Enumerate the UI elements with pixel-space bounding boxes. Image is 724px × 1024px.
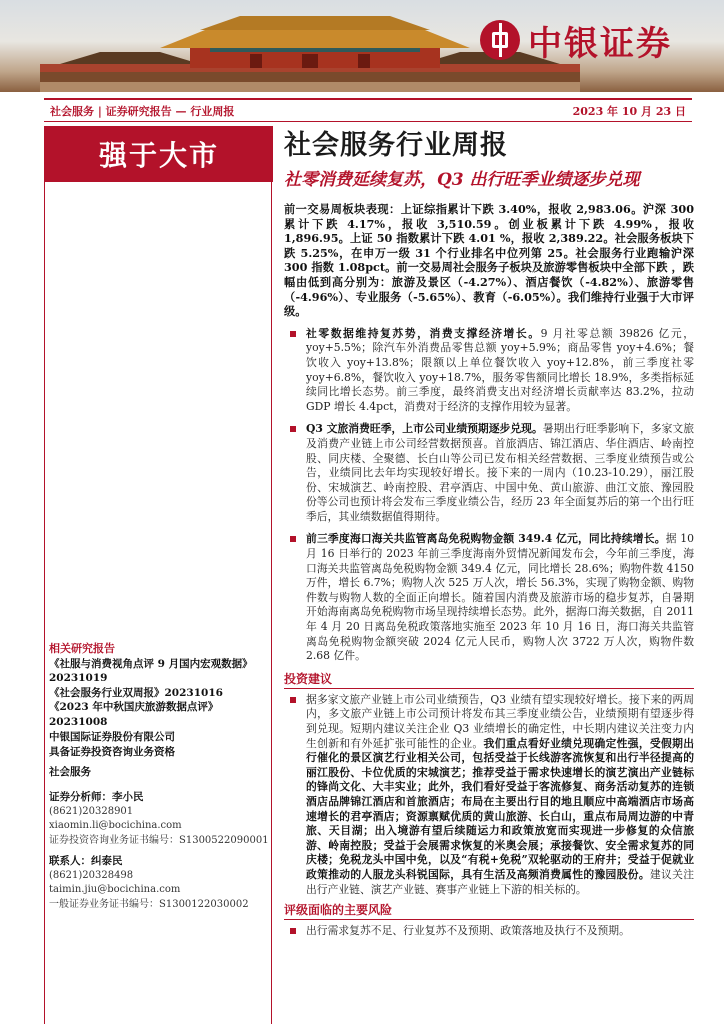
main-content — [284, 126, 694, 939]
header-banner — [0, 0, 724, 92]
analyst-1-email[interactable]: xiaomin.li@bocichina.com — [49, 820, 182, 831]
company-sector: 社会服务 — [49, 766, 91, 778]
analyst-2-name: 联系人：纠泰民 — [49, 855, 123, 867]
bullet-item — [284, 422, 694, 524]
analyst-2 — [49, 854, 271, 912]
analyst-1-cert: 证券投资咨询业务证书编号：S1300522090001 — [49, 834, 269, 846]
invest-item — [284, 693, 694, 897]
invest-text-2: 建议关注出行产业链、演艺产业链、赛事产业链上下游的相关标的。 — [306, 867, 695, 896]
invest-text-bold: 我们重点看好业绩兑现确定性强，受假期出行催化的景区演艺行业相关公司，包括受益于长线游客流恢复和出行半径提高的丽江股份、卡位优质的宋城演艺；推荐受益于需求快速增长的演艺演出产业链标的锋尚文化、大丰实业；此外，我们看好受益于客流修复、商务活动复苏的连锁酒店品牌锦江酒店和首旅酒店；布局在主要出行目的地且顺应中高端酒店市场高速增长的君亭酒店；资源禀赋优质的黄山旅游、长白山，重点布局周边游的中青旅、天目湖；出入境游有望后续随运力和政策放宽而实现进一步修复的众信旅游、岭南控股；受益于会展需求恢复的米奥会展；承接餐饮、安全需求复苏的同庆楼；免税龙头中国中免，以及“有税+免税”双轮驱动的王府井；受益于促就业政策推动的人服龙头科锐国际，具有生活及高频消费属性的豫园股份。 — [306, 736, 695, 881]
related-item[interactable]: 《社服与消费视角点评 9 月国内宏观数据》 20231019 — [49, 657, 253, 684]
rating-badge — [45, 126, 273, 182]
invest-text-1: 据多家文旅产业链上市公司业绩预告，Q3 业绩有望实现较好增长。接下来的两周内，多文旅产业链上市公司预计将发布其三季度业绩公告，业绩预期有望逐步得到兑现。短期内建议关注企业 Q3 业绩增长的确定性，中长期内建议关注变力内生创新和有外延扩张可能性的企业。 — [306, 692, 694, 750]
rating-text: 强于大市 — [98, 139, 219, 172]
weekly-summary: 前一交易周板块表现：上证综指累计下跌 3.40%，报收 2,983.06。沪深 300 累计下跌 4.17%，报收 3,510.59。创业板累计下跌 4.99%，报收 1,896.95。上证 50 指数累计下跌 4.01 %，报收 2,389.22。社会服务板块下跌 5.25%，在申万一级 31 个行业排名中位列第 25。社会服务行业跑输沪深 300 指数 1.08pct。前一交易周社会服务子板块及旅游零售板块中全部下跌 ，跌幅由低到高分别为：旅游及景区（-4.27%）、酒店餐饮（-4.82%）、旅游零售（-4.96%）、专业服务（-5.65%）、教育（-6.05%）。我们维持行业强于大市评级。 — [284, 202, 694, 319]
bullet-item — [284, 532, 694, 663]
invest-title: 投资建议 — [284, 670, 694, 689]
company-info — [49, 730, 271, 780]
report-subtitle: 社零消费延续复苏，Q3 出行旺季业绩逐步兑现 — [284, 170, 640, 190]
bullet-text: 据 10 月 16 日举行的 2023 年前三季度海南外贸情况新闻发布会，今年前三季度，海口海关共监管离岛免税购物金额 349.4 亿元，同比增长 28.6%；购物件数 4150 万件，增长 6.7%；购物人次 525 万人次，增长 56.3%，实现了购物金额、购物件数与购物人数的全面正向增长。随着国内消费及旅游市场的稳步复苏，自暑期开始海南离岛免税购物市场呈现持续增长态势。此外，据海口海关数据，自 2011 年 4 月 20 日离岛免税政策落地实施至 2023 年 10 月 16 日，海口海关共监管离岛免税购物金额突破 2024 亿元人民币，购物人次 3722 万人次，购物件数 2.68 亿件。 — [306, 532, 695, 663]
report-header — [44, 98, 692, 122]
analyst-2-phone: (8621)20328498 — [49, 869, 134, 881]
brand-name: 中银证券 — [528, 23, 672, 64]
bank-logo-icon — [480, 20, 520, 60]
company-qualification: 具备证券投资咨询业务资格 — [49, 745, 175, 758]
risk-text: 出行需求复苏不足、行业复苏不及预期、政策落地及执行不及预期。 — [306, 924, 630, 938]
related-title: 相关研究报告 — [49, 642, 115, 655]
analyst-1 — [49, 790, 271, 848]
bullet-lead: 前三季度海口海关共监管离岛免税购物金额 349.4 亿元，同比持续增长。 — [306, 532, 666, 546]
related-item[interactable]: 《社会服务行业双周报》20231016 — [49, 686, 223, 699]
related-research — [49, 642, 271, 729]
analyst-2-cert: 一般证券业务证书编号：S1300122030002 — [49, 898, 249, 910]
brand-logo — [480, 12, 672, 68]
risk-item — [284, 924, 694, 939]
analyst-1-name: 证券分析师：李小民 — [49, 791, 144, 803]
bullet-text: 9 月社零总额 39826 亿元，yoy+5.5%；除汽车外消费品零售总额 yoy+5.9%；商品零售 yoy+4.6%；餐饮收入 yoy+13.8%；限额以上单位餐饮收入 yoy+12.8%，前三季度社零 yoy+6.8%，餐饮收入 yoy+18.7%，服务零售额同比增长 18.9%，多类指标延续同比增长态势。前三季度，最终消费支出对经济增长贡献率达 83.2%，拉动 GDP 增长 4.4pct，消费对于经济的支撑作用较为显著。 — [306, 326, 695, 413]
company-name: 中银国际证券股份有限公司 — [49, 731, 175, 743]
analyst-2-email[interactable]: taimin.jiu@bocichina.com — [49, 884, 181, 895]
bullet-list — [284, 327, 694, 664]
report-date: 2023 年 10 月 23 日 — [572, 104, 686, 118]
bullet-item — [284, 327, 694, 415]
risk-title: 评级面临的主要风险 — [284, 901, 694, 920]
bullet-text: 暑期出行旺季影响下，多家文旅及消费产业链上市公司经营数据预喜。首旅酒店、锦江酒店、华住酒店、岭南控股、同庆楼、全聚德、长白山等公司已发布相关经营数据、三季度业绩预告或公告，业绩同比去年均实现较好增长。接下来的一周内（10.23-10.29），丽江股份、宋城演艺、岭南控股、君亭酒店、中国中免、黄山旅游、曲江文旅、豫园股份等公司也预计将会发布三季度业绩公告，经历 23 年全面复苏后的第一个出行旺季后，其业绩数据值得期待。 — [306, 422, 694, 523]
report-category: 社会服务 | 证券研究报告 — 行业周报 — [50, 104, 235, 118]
bullet-lead: Q3 文旅消费旺季，上市公司业绩预期逐步兑现。 — [306, 422, 543, 436]
report-title: 社会服务行业周报 — [284, 130, 508, 161]
bullet-lead: 社零数据维持复苏势，消费支撑经济增长。 — [306, 326, 541, 340]
analyst-1-phone: (8621)20328901 — [49, 805, 134, 817]
sidebar — [44, 126, 272, 1024]
related-item[interactable]: 《2023 年中秋国庆旅游数据点评》20231008 — [49, 701, 219, 728]
